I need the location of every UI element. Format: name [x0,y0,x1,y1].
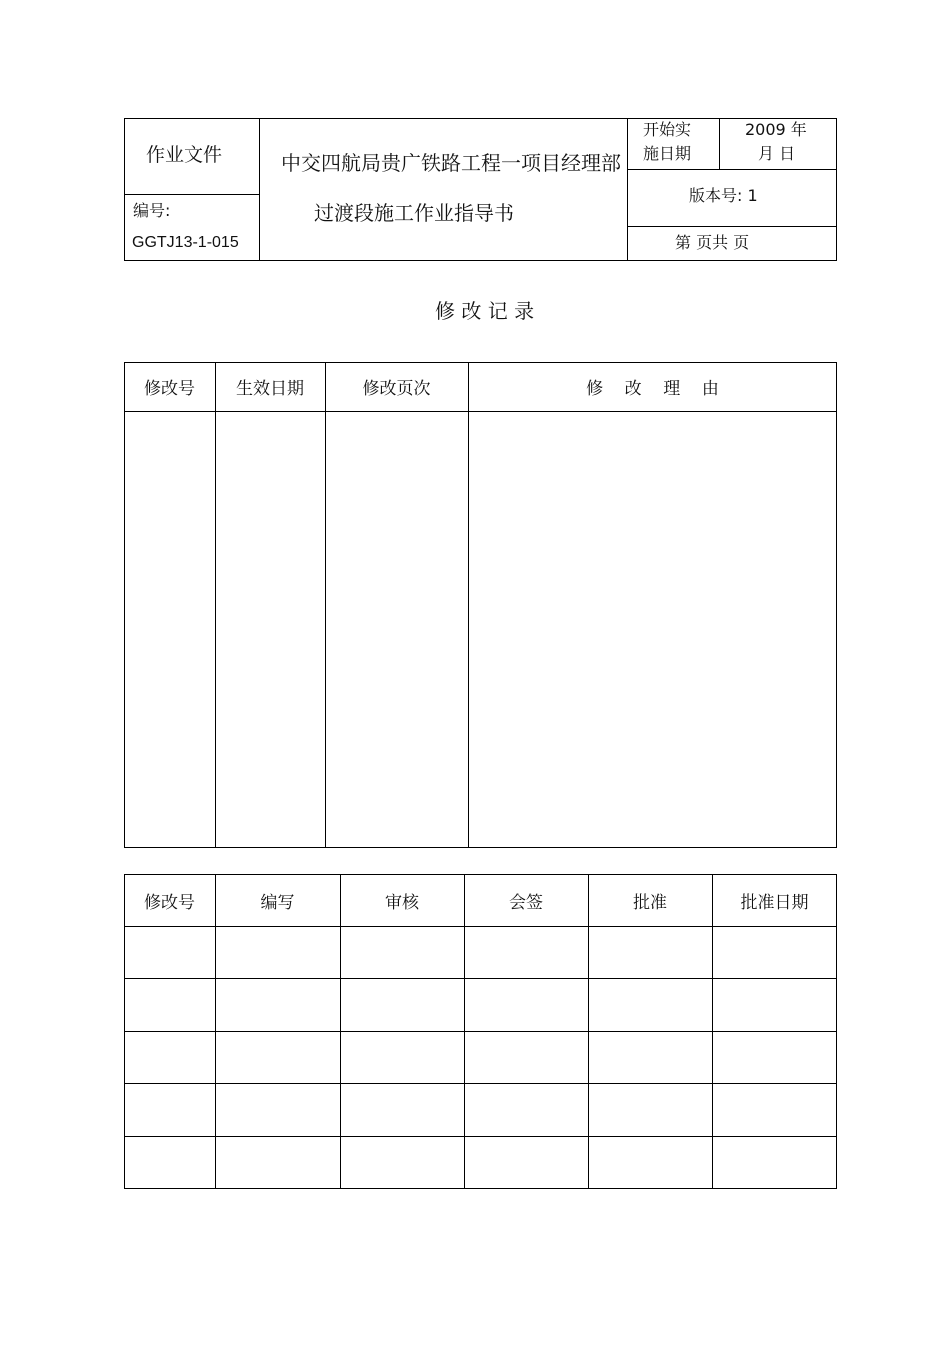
header-divider-page [627,226,837,227]
date-month-day: 月 日 [758,144,796,163]
approval-header-countersign: 会签 [509,892,543,913]
approval-header-author: 编写 [260,892,295,913]
revision-table-col-line [215,362,216,848]
header-divider-left [259,118,260,261]
approval-table-row-line [124,1136,837,1137]
revision-table-header-line [124,411,837,412]
header-divider-version [627,169,837,170]
revision-header-number: 修改号 [144,379,195,399]
doc-title: 过渡段施工作业指导书 [314,201,514,225]
header-divider-date [719,118,720,170]
approval-table-row-line [124,1083,837,1084]
version-label: 版本号: 1 [689,186,758,205]
approval-table-row-line [124,978,837,979]
approval-table-row-line [124,1031,837,1032]
approval-header-number: 修改号 [144,892,195,913]
revision-header-reason: 修 改 理 由 [586,379,719,399]
date-year: 2009 年 [745,120,807,139]
revision-table-col-line [468,362,469,848]
revision-header-pages: 修改页次 [362,379,431,399]
start-date-label-1: 开始实 [643,120,692,139]
approval-header-approve-date: 批准日期 [740,892,809,913]
approval-header-approve: 批准 [633,892,667,913]
start-date-label-2: 施日期 [643,144,692,163]
code-value: GGTJ13-1-015 [132,234,239,251]
revision-table-col-line [325,362,326,848]
approval-table-row-line [124,926,837,927]
section-title: 修 改 记 录 [435,299,535,323]
approval-header-review: 审核 [385,892,419,913]
org-title: 中交四航局贵广铁路工程一项目经理部 [281,151,621,175]
revision-header-effective-date: 生效日期 [236,379,304,399]
header-divider-right [627,118,628,261]
page-label: 第 页共 页 [675,233,750,252]
doc-type-label: 作业文件 [146,144,223,166]
code-label: 编号: [133,201,171,220]
revision-table [124,362,837,848]
header-divider-code [124,194,260,195]
